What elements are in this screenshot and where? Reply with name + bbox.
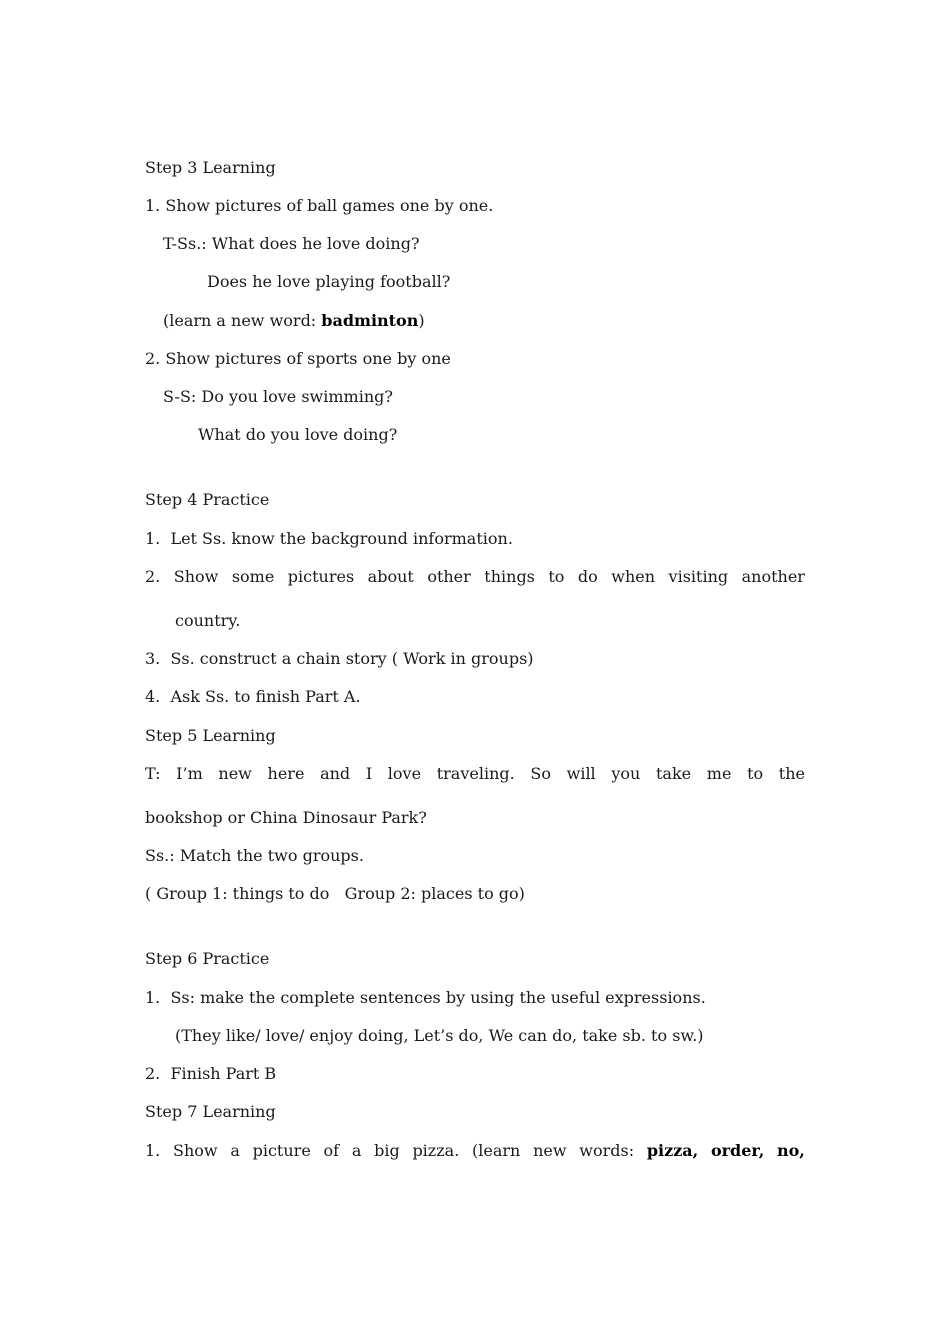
step5-title: Step 5 Learning: [145, 726, 276, 745]
bold-word: pizza,: [646, 1141, 699, 1160]
step3-new-word-line: [163, 311, 425, 331]
word: and: [320, 764, 351, 783]
step5-teacher-line: [145, 764, 805, 784]
word: new: [218, 764, 252, 783]
word: I’m: [176, 764, 203, 783]
step3-dialog2-q1: S-S: Do you love swimming?: [163, 387, 393, 406]
step6-item1-note: (They like/ love/ enjoy doing, Let’s do, We can do, take sb. to sw.): [175, 1026, 704, 1045]
word: you: [611, 764, 641, 783]
word: pictures: [287, 567, 355, 586]
word: the: [778, 764, 805, 783]
word: So: [530, 764, 551, 783]
step3-item2: 2. Show pictures of sports one by one: [145, 349, 451, 368]
step4-item3: 3. Ss. construct a chain story ( Work in groups): [145, 649, 534, 668]
word: me: [706, 764, 732, 783]
word: love: [387, 764, 422, 783]
word: to: [747, 764, 764, 783]
word: traveling.: [436, 764, 515, 783]
word: when: [611, 567, 656, 586]
step3-title: Step 3 Learning: [145, 158, 276, 177]
step4-item4: 4. Ask Ss. to finish Part A.: [145, 687, 361, 706]
word: new: [533, 1141, 567, 1160]
word: about: [367, 567, 414, 586]
word: I: [365, 764, 373, 783]
step4-title: Step 4 Practice: [145, 490, 270, 509]
word: words:: [579, 1141, 635, 1160]
word: take: [655, 764, 692, 783]
word: visiting: [668, 567, 729, 586]
step3-dialog1-q1: T-Ss.: What does he love doing?: [163, 234, 420, 253]
word: other: [427, 567, 471, 586]
word: here: [267, 764, 305, 783]
step5-teacher-line-continued: bookshop or China Dinosaur Park?: [145, 808, 427, 827]
word: do: [577, 567, 598, 586]
step6-item1: 1. Ss: make the complete sentences by using the useful expressions.: [145, 988, 706, 1007]
word: of: [323, 1141, 340, 1160]
word: 1.: [145, 1141, 161, 1160]
word: Show: [173, 567, 219, 586]
step6-item2: 2. Finish Part B: [145, 1064, 277, 1083]
word: things: [484, 567, 535, 586]
step5-ss-line: Ss.: Match the two groups.: [145, 846, 364, 865]
word: another: [741, 567, 805, 586]
word: pizza.: [412, 1141, 460, 1160]
word: to: [548, 567, 565, 586]
step3-item1: 1. Show pictures of ball games one by one.: [145, 196, 494, 215]
word: T:: [145, 764, 161, 783]
word: will: [566, 764, 596, 783]
word: big: [374, 1141, 400, 1160]
word: a: [351, 1141, 362, 1160]
word: (learn: [472, 1141, 521, 1160]
step3-dialog1-q2: Does he love playing football?: [207, 272, 451, 291]
word: some: [231, 567, 275, 586]
step3-dialog2-q2: What do you love doing?: [198, 425, 398, 444]
new-word-badminton: badminton: [321, 311, 419, 330]
step4-item1: 1. Let Ss. know the background information.: [145, 529, 513, 548]
bold-word: no,: [777, 1141, 805, 1160]
word: Show: [173, 1141, 218, 1160]
step7-item1: [145, 1141, 805, 1161]
step4-item2: [145, 567, 805, 587]
step6-title: Step 6 Practice: [145, 949, 270, 968]
step7-title: Step 7 Learning: [145, 1102, 276, 1121]
word: 2.: [145, 567, 161, 586]
step4-item2-continued: country.: [175, 611, 241, 630]
word: a: [230, 1141, 240, 1160]
bold-word: order,: [710, 1141, 765, 1160]
new-word-prefix: (learn a new word:: [163, 311, 322, 330]
step5-groups: ( Group 1: things to do Group 2: places to go): [145, 884, 525, 903]
new-word-suffix: ): [418, 311, 425, 330]
word: picture: [252, 1141, 311, 1160]
